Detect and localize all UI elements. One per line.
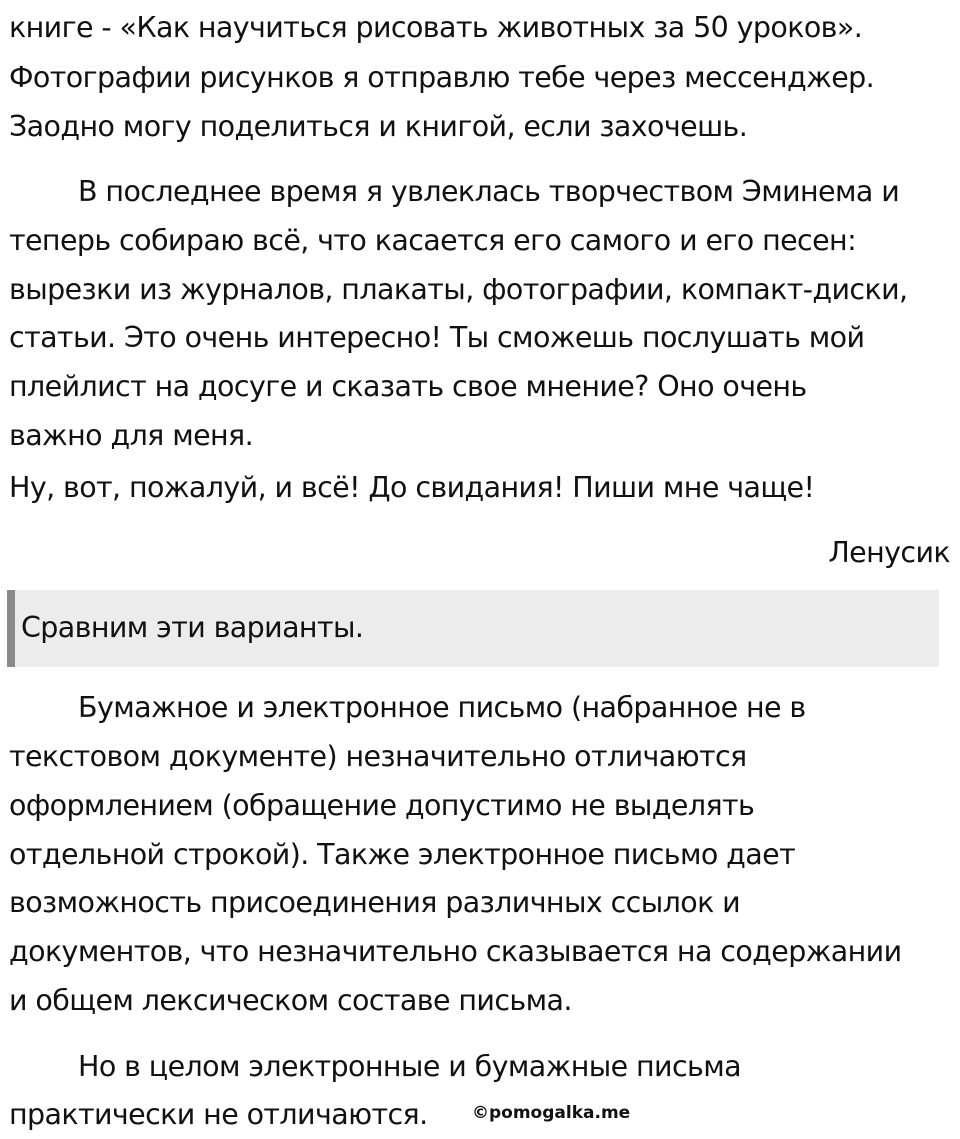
paragraph-4-line-1: Но в целом электронные и бумажные письма [78,1050,742,1083]
paragraph-1-line-1: книге - «Как научиться рисовать животных за 50 уроков». [9,11,863,44]
paragraph-2-line-5: плейлист на досуге и сказать свое мнение? Оно очень [9,370,807,403]
paragraph-4-line-2: практически не отличаются. [9,1098,428,1131]
paragraph-1-line-3: Заодно могу поделиться и книгой, если захочешь. [9,110,748,143]
watermark: ©pomogalka.me [472,1103,631,1123]
section-title: Сравним эти варианты. [21,611,364,644]
paragraph-3-line-7: и общем лексическом составе письма. [9,984,572,1017]
callout-accent-bar [7,590,15,667]
paragraph-1-line-2: Фотографии рисунков я отправлю тебе через мессенджер. [9,61,875,94]
paragraph-2-line-2: теперь собираю всё, что касается его самого и его песен: [9,224,857,257]
section-callout [7,590,939,667]
paragraph-2-line-3: вырезки из журналов, плакаты, фотографии, компакт-диски, [9,273,908,306]
paragraph-3-line-1: Бумажное и электронное письмо (набранное не в [78,691,806,724]
paragraph-3-line-3: оформлением (обращение допустимо не выделять [9,789,755,822]
paragraph-2-line-4: статьи. Это очень интересно! Ты сможешь послушать мой [9,321,865,354]
paragraph-3-line-4: отдельной строкой). Также электронное письмо дает [9,838,796,871]
paragraph-3-line-2: текстовом документе) незначительно отличаются [9,740,747,773]
closing-line: Ну, вот, пожалуй, и всё! До свидания! Пиши мне чаще! [9,471,815,504]
paragraph-3-line-6: документов, что незначительно сказывается на содержании [9,935,902,968]
paragraph-2-line-6: важно для меня. [9,419,254,452]
paragraph-2-line-1: В последнее время я увлеклась творчеством Эминема и [78,175,900,208]
signature: Ленусик [828,536,950,569]
paragraph-3-line-5: возможность присоединения различных ссылок и [9,886,741,919]
